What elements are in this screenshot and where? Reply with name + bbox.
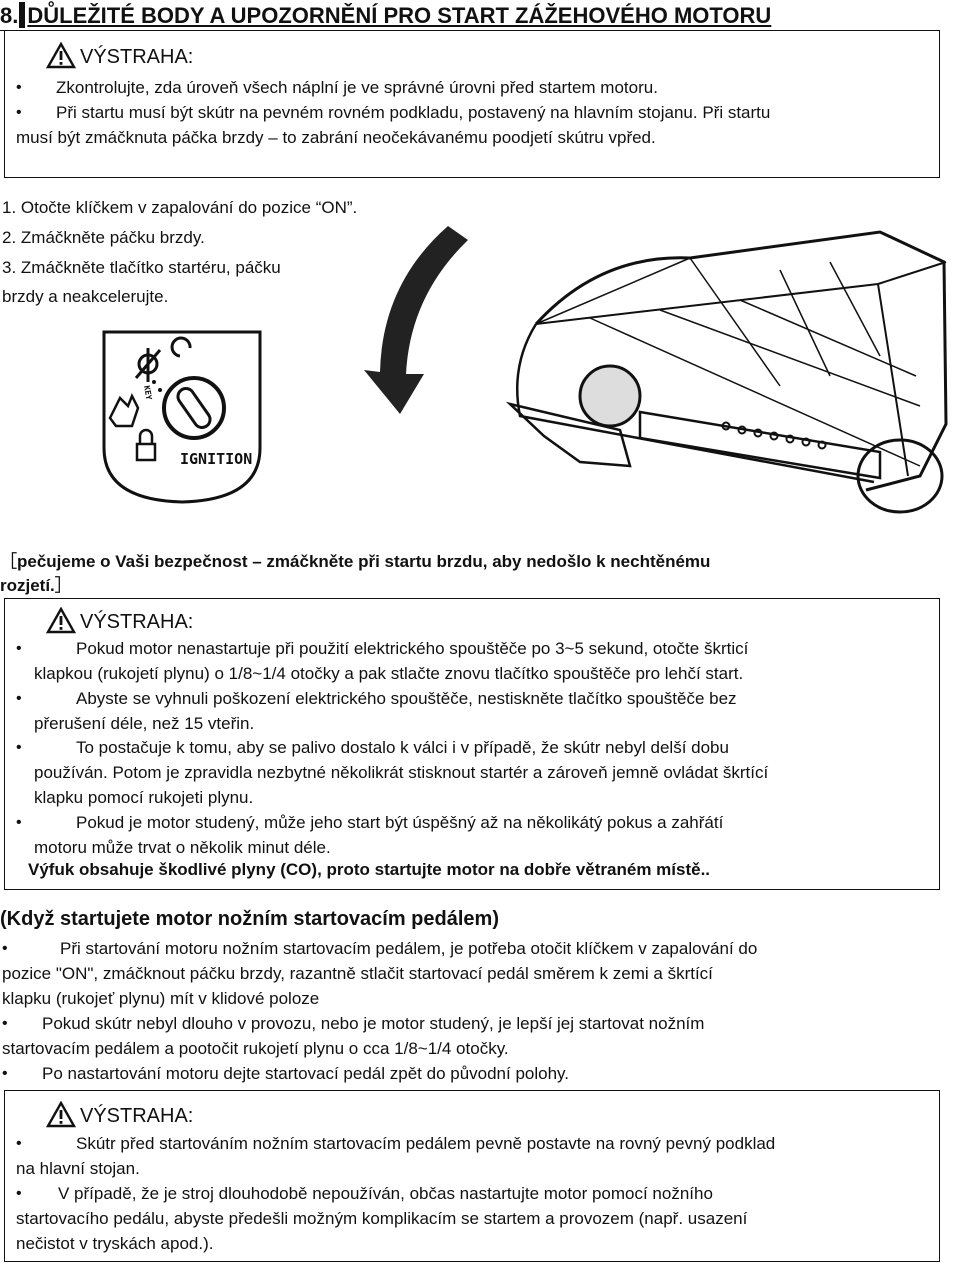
warning3-line: nečistot v tryskách apod.). [16,1234,214,1253]
rotation-arrow-icon [364,226,468,414]
warning1-line: Při startu musí být skútr na pevném rovném podkladu, postavený na hlavním stojanu. Při startu [56,103,771,122]
warning-triangle-icon [46,607,76,634]
kick-line: Pokud skútr nebyl dlouho v provozu, nebo je motor studený, je lepší jej startovat nožním [42,1014,705,1033]
warning-label: VÝSTRAHA: [80,46,194,68]
lock-icon [137,430,155,460]
bullet-icon: • [2,940,8,957]
warning2-line: Pokud je motor studený, může jeho start být úspěšný až na několikátý pokus a zahřátí [76,813,724,832]
warning2-line: klapkou (rukojetí plynu) o 1/8~1/4 otočky a pak stlačte znovu tlačítko spouštěče pro lehčí start. [34,664,744,683]
warning2-line: To postačuje k tomu, aby se palivo dostalo k válci i v případě, že skútr nebyl delší dobu [76,738,729,757]
on-position-icon [172,338,190,356]
bullet-icon: • [16,79,22,96]
page-title [0,2,878,31]
warning-heading-2 [46,607,193,634]
warning3-line: V případě, že je stroj dlouhodobě nepoužíván, občas nastartujte motor pomocí nožního [58,1184,713,1203]
handlebar-brake-illustration [360,226,960,526]
kick-line: Po nastartování motoru dejte startovací pedál zpět do původní polohy. [42,1064,570,1083]
off-position-icon [136,348,160,382]
warning-triangle-icon [46,1101,76,1128]
safety-caption-continued: rozjetí.］ [0,576,72,595]
warning-heading-3 [46,1101,193,1128]
bullet-icon: • [2,1065,8,1082]
section-title: DŮLEŽITÉ BODY A UPOZORNĚNÍ PRO START ZÁŽEHOVÉHO MOTORU [27,3,772,28]
warning3-line: Skútr před startováním nožním startovacím pedálem pevně postavte na rovný pevný podklad [76,1134,776,1153]
bullet-icon: • [2,1015,8,1032]
section-number: 8. [0,3,19,28]
step-3: 3. Zmáčkněte tlačítko startéru, páčku [2,258,281,277]
kick-line: pozice "ON", zmáčknout páčku brzdy, razantně stlačit startovací pedál směrem k zemi a škrtící [2,964,713,983]
warning-heading-1 [46,42,193,69]
warning2-line: motoru může trvat o několik minut déle. [34,838,331,857]
kick-line: startovacím pedálem a pootočit rukojetí plynu o cca 1/8~1/4 otočky. [2,1039,509,1058]
warning-triangle-icon [46,42,76,69]
bullet-icon: • [16,104,22,121]
warning-label: VÝSTRAHA: [80,1105,194,1127]
warning2-line: používán. Potom je zpravidla nezbytné několikrát stisknout startér a zároveň jemně ovládat škrtící [34,763,769,782]
bullet-icon: • [16,1135,22,1152]
title-bar-decoration [19,2,25,28]
warning2-line: Pokud motor nenastartuje při použití elektrického spouštěče po 3~5 sekund, otočte škrticí [76,639,749,658]
bullet-icon: • [16,814,22,831]
hand-icon [110,396,138,426]
warning1-line: musí být zmáčknuta páčka brzdy – to zabrání neočekávanému poodjetí skútru vpřed. [16,128,656,147]
warning2-line: Abyste se vyhnuli poškození elektrického spouštěče, nestiskněte tlačítko spouštěče bez [76,689,737,708]
warning2-line: klapku pomocí rukojeti plynu. [34,788,254,807]
kick-start-heading: (Když startujete motor nožním startovacím pedálem) [0,908,499,930]
safety-caption: ［pečujeme o Vaši bezpečnost – zmáčkněte při startu brzdu, aby nedošlo k nechtěnému [0,552,711,571]
step-3-continued: brzdy a neakcelerujte. [2,287,169,306]
warning-label: VÝSTRAHA: [80,611,194,633]
ignition-switch-illustration [96,326,268,506]
key-cylinder [164,378,224,438]
kick-line: Při startování motoru nožním startovacím pedálem, je potřeba otočit klíčkem v zapalování do [60,939,758,958]
bullet-icon: • [16,739,22,756]
kick-line: klapku (rukojeť plynu) mít v klidové poloze [2,989,320,1008]
warning3-line: na hlavní stojan. [16,1159,140,1178]
warning2-bold-line: Výfuk obsahuje škodlivé plyny (CO), proto startujte motor na dobře větraném místě.. [28,860,711,879]
lever-label: KEY [142,384,154,401]
step-2: 2. Zmáčkněte páčku brzdy. [2,228,205,247]
warning1-line: Zkontrolujte, zda úroveň všech náplní je ve správné úrovni před startem motoru. [56,78,658,97]
warning3-line: startovacího pedálu, abyste předešli možným komplikacím se startem a provozem (např. usazení [16,1209,748,1228]
warning2-line: přerušení déle, než 15 vteřin. [34,714,255,733]
ignition-label: IGNITION [180,450,253,468]
bullet-icon: • [16,690,22,707]
bullet-icon: • [16,640,22,657]
bullet-icon: • [16,1185,22,1202]
step-1: 1. Otočte klíčkem v zapalování do pozice “ON”. [2,198,358,217]
